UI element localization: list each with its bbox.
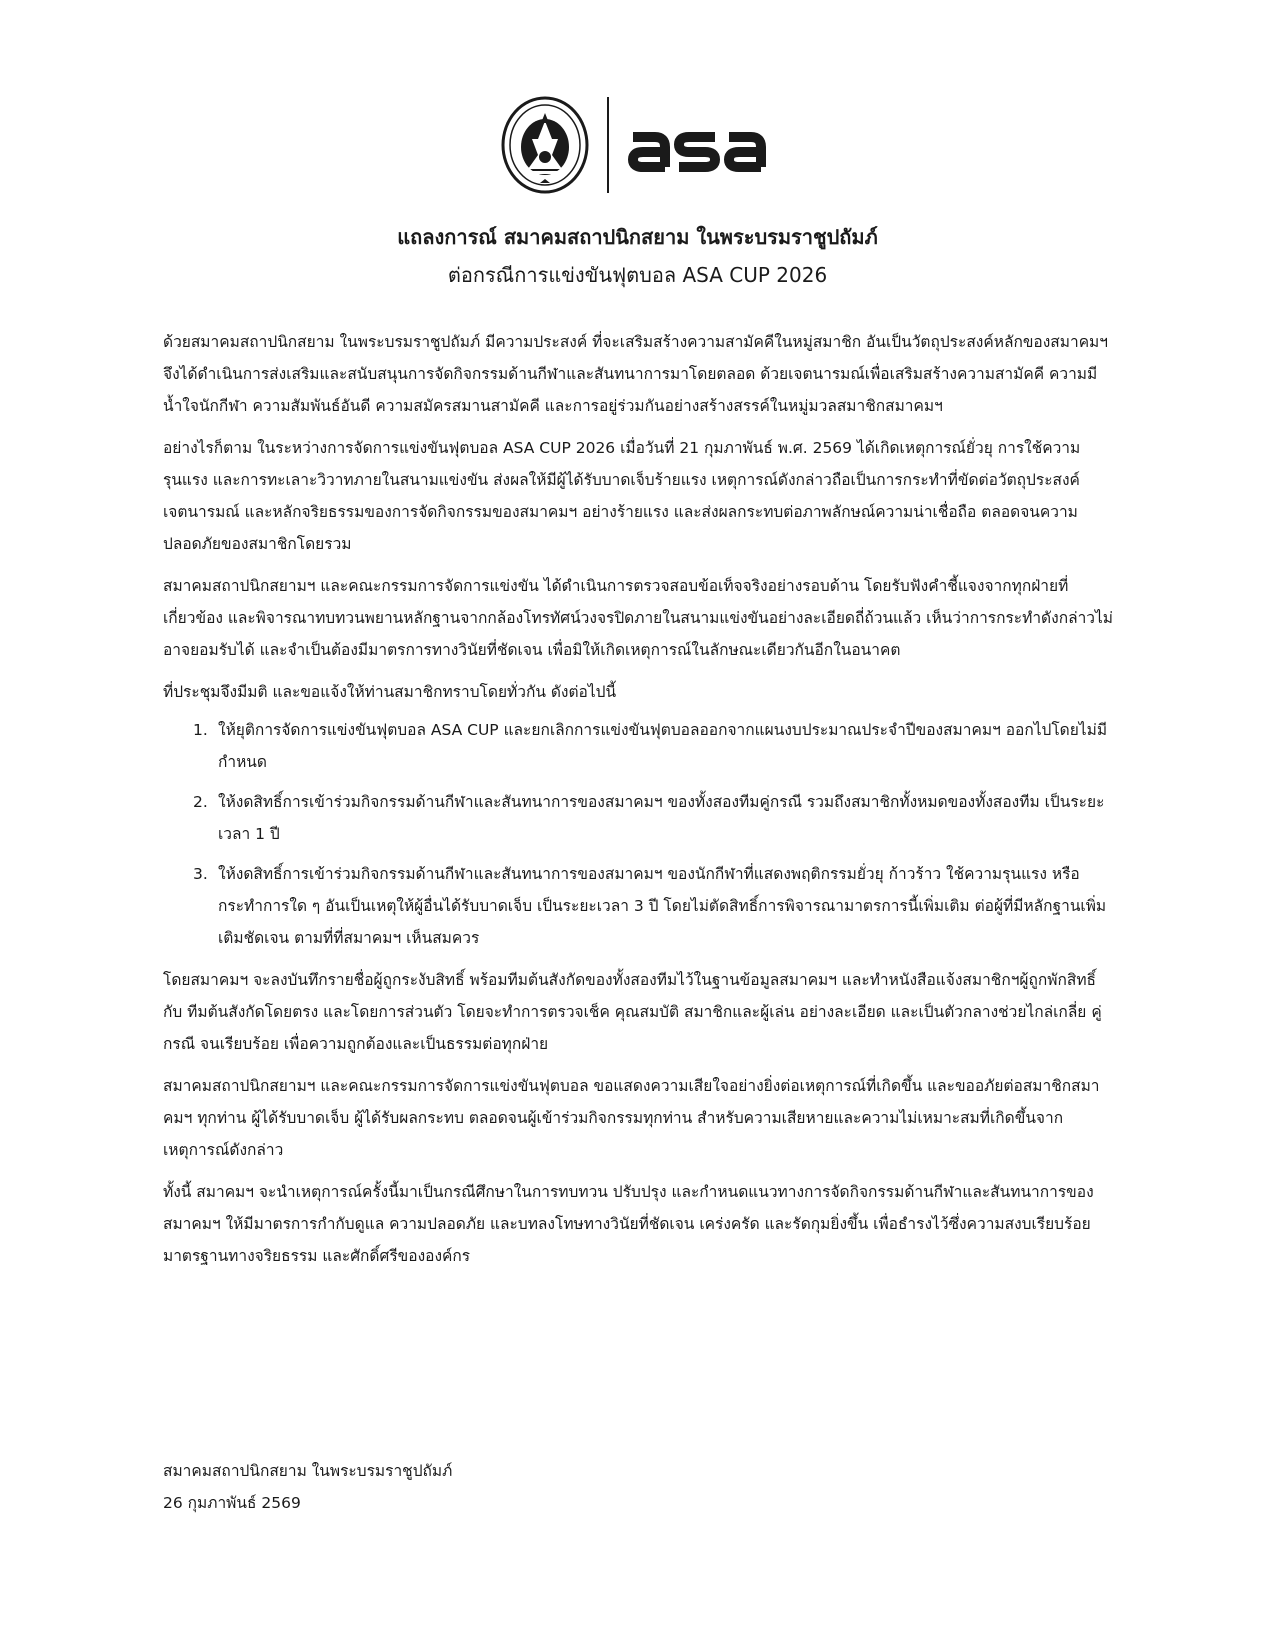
signature-block	[163, 1455, 452, 1519]
resolution-item	[163, 714, 1113, 778]
signature-org: สมาคมสถาปนิกสยาม ในพระบรมราชูปถัมภ์	[163, 1462, 453, 1480]
resolution-number: 3.	[193, 865, 208, 883]
signature-date: 26 กุมภาพันธ์ 2569	[163, 1494, 301, 1512]
header-logos	[0, 95, 1275, 195]
resolution-item	[163, 786, 1113, 850]
resolution-item	[163, 858, 1113, 954]
asa-wordmark-logo	[625, 123, 770, 173]
association-seal-logo	[500, 95, 590, 195]
paragraph-records: โดยสมาคมฯ จะลงบันทึกรายชื่อผู้ถูกระงับสิทธิ์ พร้อมทีมต้นสังกัดของทั้งสองทีมไว้ในฐานข้อมูลสมาคมฯ และทำหนังสือแจ้งสมาชิกฯผู้ถูกพักสิทธิ์ กับ ทีมต้นสังกัดโดยตรง และโดยการส่วนตัว โดยจะทำการตรวจเช็ค คุณสมบัติ สมาชิกและผู้เล่น อย่างละเอียด และเป็นตัวกลางช่วยไกล่เกลี่ย คู่กรณี จนเรียบร้อย เพื่อความถูกต้องและเป็นธรรมต่อทุกฝ่าย	[163, 971, 1102, 1053]
paragraph-apology: สมาคมสถาปนิกสยามฯ และคณะกรรมการจัดการแข่งขันฟุตบอล ขอแสดงความเสียใจอย่างยิ่งต่อเหตุการณ์ที่เกิดขึ้น และขออภัยต่อสมาชิกสมาคมฯ ทุกท่าน ผู้ได้รับบาดเจ็บ ผู้ได้รับผลกระทบ ตลอดจนผู้เข้าร่วมกิจกรรมทุกท่าน สำหรับความเสียหายและความไม่เหมาะสมที่เกิดขึ้นจากเหตุการณ์ดังกล่าว	[163, 1077, 1100, 1159]
resolution-list	[163, 714, 1113, 954]
resolution-number: 2.	[193, 793, 208, 811]
resolution-text: ให้งดสิทธิ์การเข้าร่วมกิจกรรมด้านกีฬาและสันทนาการของสมาคมฯ ของนักกีฬาที่แสดงพฤติกรรมยั่วยุ ก้าวร้าว ใช้ความรุนแรง หรือกระทำการใด ๆ อันเป็นเหตุให้ผู้อื่นได้รับบาดเจ็บ เป็นระยะเวลา 3 ปี โดยไม่ตัดสิทธิ์การพิจารณามาตรการนี้เพิ่มเติม ต่อผู้ที่มีหลักฐานเพิ่มเติมชัดเจน ตามที่ที่สมาคมฯ เห็นสมควร	[218, 865, 1107, 947]
statement-body	[163, 326, 1113, 1282]
paragraph-purpose: ด้วยสมาคมสถาปนิกสยาม ในพระบรมราชูปถัมภ์ มีความประสงค์ ที่จะเสริมสร้างความสามัคคีในหมู่สมาชิก อันเป็นวัตถุประสงค์หลักของสมาคมฯ จึงได้ดำเนินการส่งเสริมและสนับสนุนการจัดกิจกรรมด้านกีฬาและสันทนาการมาโดยตลอด ด้วยเจตนารมณ์เพื่อเสริมสร้างความสามัคคี ความมีน้ำใจนักกีฬา ความสัมพันธ์อันดี ความสมัครสมานสามัคคี และการอยู่ร่วมกันอย่างสร้างสรรค์ในหมู่มวลสมาชิกสมาคมฯ	[163, 333, 1108, 415]
paragraph-improvement: ทั้งนี้ สมาคมฯ จะนำเหตุการณ์ครั้งนี้มาเป็นกรณีศึกษาในการทบทวน ปรับปรุง และกำหนดแนวทางการจัดกิจกรรมด้านกีฬาและสันทนาการของสมาคมฯ ให้มีมาตรการกำกับดูแล ความปลอดภัย และบทลงโทษทางวินัยที่ชัดเจน เคร่งครัด และรัดกุมยิ่งขึ้น เพื่อธำรงไว้ซึ่งความสงบเรียบร้อย มาตรฐานทางจริยธรรม และศักดิ์ศรีขององค์กร	[163, 1183, 1094, 1265]
paragraph-resolution-intro: ที่ประชุมจึงมีมติ และขอแจ้งให้ท่านสมาชิกทราบโดยทั่วกัน ดังต่อไปนี้	[163, 683, 617, 701]
resolution-text: ให้ยุติการจัดการแข่งขันฟุตบอล ASA CUP และยกเลิกการแข่งขันฟุตบอลออกจากแผนงบประมาณประจำปีของสมาคมฯ ออกไปโดยไม่มีกำหนด	[218, 721, 1108, 771]
paragraph-incident: อย่างไรก็ตาม ในระหว่างการจัดการแข่งขันฟุตบอล ASA CUP 2026 เมื่อวันที่ 21 กุมภาพันธ์ พ.ศ. 2569 ได้เกิดเหตุการณ์ยั่วยุ การใช้ความรุนแรง และการทะเลาะวิวาทภายในสนามแข่งขัน ส่งผลให้มีผู้ได้รับบาดเจ็บร้ายแรง เหตุการณ์ดังกล่าวถือเป็นการกระทำที่ขัดต่อวัตถุประสงค์ เจตนารมณ์ และหลักจริยธรรมของการจัดกิจกรรมของสมาคมฯ อย่างร้ายแรง และส่งผลกระทบต่อภาพลักษณ์ความน่าเชื่อถือ ตลอดจนความปลอดภัยของสมาชิกโดยรวม	[163, 439, 1081, 553]
statement-title: แถลงการณ์ สมาคมสถาปนิกสยาม ในพระบรมราชูปถัมภ์	[397, 225, 878, 249]
paragraph-investigation: สมาคมสถาปนิกสยามฯ และคณะกรรมการจัดการแข่งขัน ได้ดำเนินการตรวจสอบข้อเท็จจริงอย่างรอบด้าน โดยรับฟังคำชี้แจงจากทุกฝ่ายที่เกี่ยวข้อง และพิจารณาทบทวนพยานหลักฐานจากกล้องโทรทัศน์วงจรปิดภายในสนามแข่งขันอย่างละเอียดถี่ถ้วนแล้ว เห็นว่าการกระทำดังกล่าวไม่อาจยอมรับได้ และจำเป็นต้องมีมาตรการทางวินัยที่ชัดเจน เพื่อมิให้เกิดเหตุการณ์ในลักษณะเดียวกันอีกในอนาคต	[163, 577, 1113, 659]
logo-divider	[607, 97, 609, 193]
resolution-text: ให้งดสิทธิ์การเข้าร่วมกิจกรรมด้านกีฬาและสันทนาการของสมาคมฯ ของทั้งสองทีมคู่กรณี รวมถึงสมาชิกทั้งหมดของทั้งสองทีม เป็นระยะเวลา 1 ปี	[218, 793, 1105, 843]
statement-subtitle: ต่อกรณีการแข่งขันฟุตบอล ASA CUP 2026	[447, 263, 828, 287]
resolution-number: 1.	[193, 721, 208, 739]
